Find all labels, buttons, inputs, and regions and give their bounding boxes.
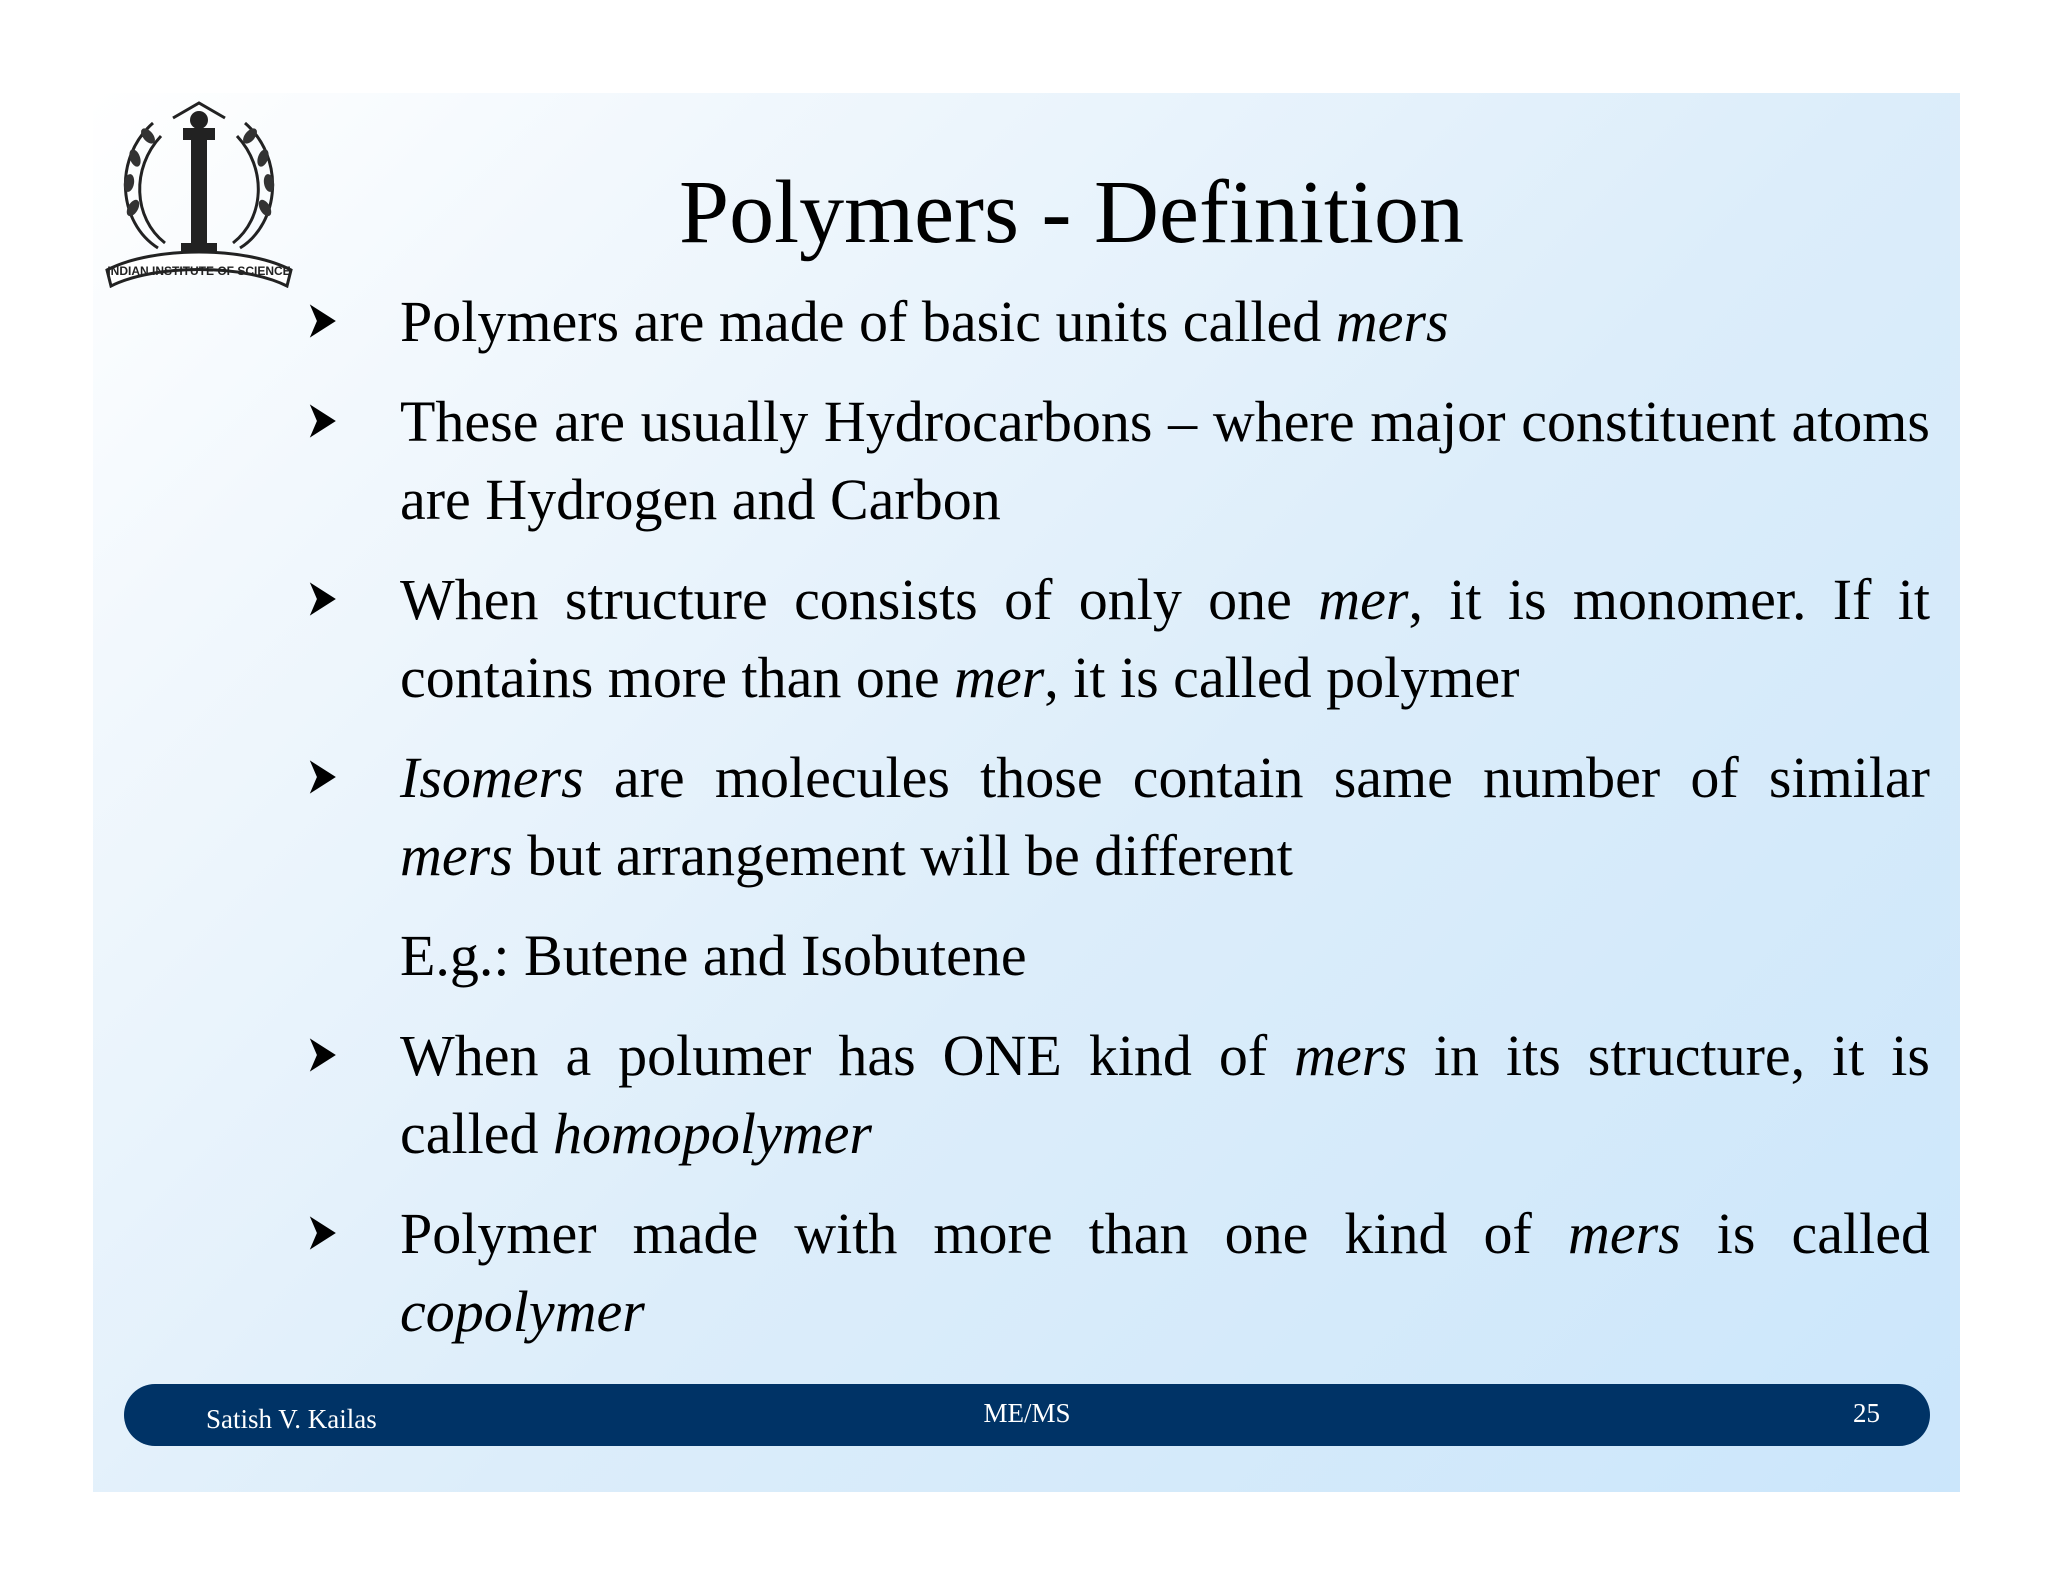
italic-term: mers: [1335, 289, 1449, 354]
arrowhead-bullet-icon: [308, 1213, 338, 1253]
arrowhead-bullet-icon: [308, 579, 338, 619]
footer-bar: [124, 1384, 1930, 1446]
italic-term: Isomers: [400, 745, 584, 810]
bullet-item: [308, 739, 1930, 895]
logo-ribbon-text: INDIAN INSTITUTE OF SCIENCE: [107, 264, 291, 278]
bullet-list: [308, 283, 1928, 1373]
text-run: are molecules those contain same number of similar: [583, 745, 1930, 810]
italic-term: copolymer: [400, 1279, 645, 1344]
bullet-item: [308, 383, 1930, 539]
text-run: E.g.: Butene and Isobutene: [400, 923, 1027, 988]
bullet-item: [308, 283, 1930, 361]
text-run: , it is monomer. If it contains more than one: [400, 567, 1930, 710]
text-run: When structure consists of only one: [400, 567, 1319, 632]
bullet-text: [400, 561, 1930, 717]
arrowhead-bullet-icon: [308, 301, 338, 341]
italic-term: mers: [400, 823, 513, 888]
italic-term: mer: [1318, 567, 1409, 632]
italic-term: mers: [1567, 1201, 1681, 1266]
slide-title: Polymers - Definition: [679, 163, 1464, 262]
bullet-item: [308, 561, 1930, 717]
text-run: , it is called polymer: [1044, 645, 1520, 710]
arrowhead-bullet-icon: [308, 401, 338, 441]
text-run: These are usually Hydrocarbons – where major constituent atoms are Hydrogen and Carbon: [400, 389, 1930, 532]
bullet-text: [400, 923, 1027, 988]
page-number: 25: [1853, 1398, 1880, 1428]
text-run: is called: [1680, 1201, 1930, 1266]
arrowhead-bullet-icon: [308, 1035, 338, 1075]
text-run: in its structure, it is called: [400, 1023, 1930, 1166]
bullet-item: [308, 1017, 1930, 1173]
bullet-text: [400, 1195, 1930, 1351]
bullet-text: [400, 1017, 1930, 1173]
footer-course: ME/MS: [983, 1398, 1071, 1428]
italic-term: homopolymer: [552, 1101, 872, 1166]
bullet-text: [400, 383, 1930, 539]
italic-term: mers: [1294, 1023, 1407, 1088]
text-run: Polymers are made of basic units called: [400, 289, 1336, 354]
text-run: Polymer made with more than one kind of: [400, 1201, 1568, 1266]
text-run: but arrangement will be different: [512, 823, 1293, 888]
bullet-text: [400, 739, 1930, 895]
example-line: [308, 917, 1928, 995]
italic-term: mer: [954, 645, 1045, 710]
text-run: When a polumer has ONE kind of: [400, 1023, 1295, 1088]
slide: [93, 93, 1960, 1492]
bullet-item: [308, 1195, 1930, 1351]
bullet-text: [400, 283, 1930, 361]
footer-author: Satish V. Kailas: [206, 1404, 377, 1434]
arrowhead-bullet-icon: [308, 757, 338, 797]
